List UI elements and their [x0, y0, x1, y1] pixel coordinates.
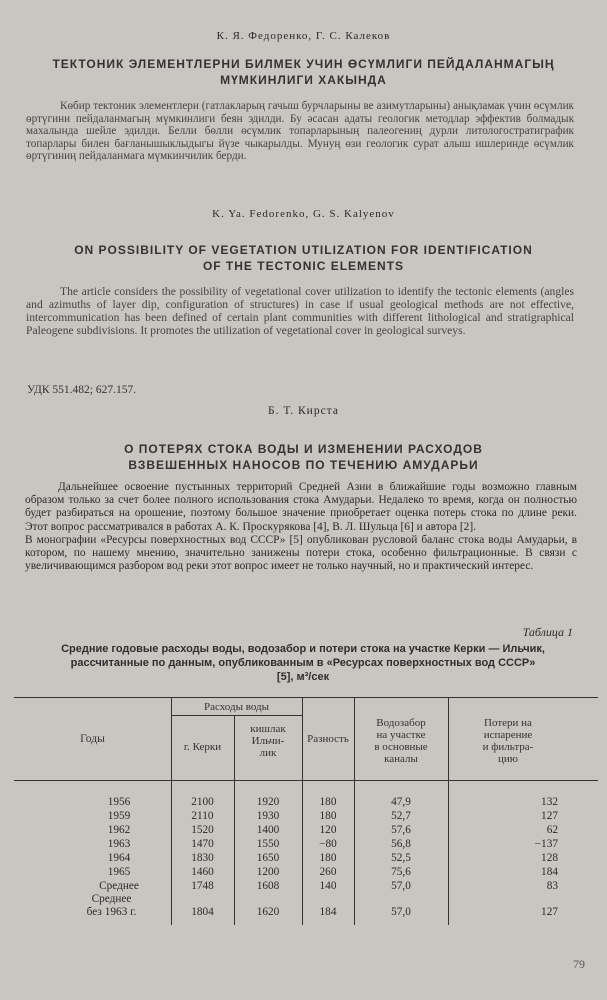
header-ilchik-line: кишлак	[250, 723, 286, 735]
header-loss	[448, 717, 568, 765]
table-caption-line3: [5], м³/сек	[276, 671, 330, 683]
cell-diff: 180	[319, 810, 337, 822]
article-body	[25, 481, 577, 573]
cell-year: 1965	[107, 866, 131, 878]
header-intake-line: в основные	[374, 741, 428, 753]
cell-kerki: 2110	[191, 810, 214, 822]
cell-ilchik: 1930	[256, 810, 280, 822]
header-intake-line: каналы	[384, 753, 418, 765]
cell-kerki: 1460	[191, 866, 214, 878]
header-intake	[354, 717, 448, 765]
header-ilchik-line: лик	[259, 747, 277, 759]
section2-title-line1: ON POSSIBILITY OF VEGETATION UTILIZATION FOR IDENTIFICATION	[74, 243, 533, 257]
cell-intake: 57,6	[391, 824, 411, 836]
cell-year: 1956	[107, 796, 131, 808]
cell-kerki: 1520	[191, 824, 214, 836]
cell-kerki: 1830	[191, 852, 214, 864]
cell-intake: 52,5	[391, 852, 411, 864]
cell-loss: 184	[541, 866, 558, 878]
cell-year-line: без 1963 г.	[86, 906, 137, 918]
cell-kerki: 1804	[191, 906, 214, 918]
article-title-line1: О ПОТЕРЯХ СТОКА ВОДЫ И ИЗМЕНЕНИИ РАСХОДОВ	[124, 442, 483, 456]
cell-kerki: 1748	[191, 880, 214, 892]
header-loss-line: цию	[498, 753, 518, 765]
header-years: Годы	[80, 733, 105, 745]
header-flow-group: Расходы воды	[203, 701, 270, 713]
section1-title-line1: ТЕКТОНИК ЭЛЕМЕНТЛЕРНИ БИЛМЕК УЧИН ӨСҮМЛИГИ ПЕЙДАЛАНМАГЫҢ	[52, 57, 555, 71]
section2-abstract: The article considers the possibility of vegetational cover utilization to identify the tectonic elements (angles and azimuths of layer dip, configuration of structures) in case if usual geological methods are not effective, intercommunication has been defined of certain plant communities with different lithological and stratigraphical Paleogene subdivisions. It promotes the utilization of vegetational cover in geological surveys.	[26, 285, 574, 337]
cell-year: Среднее	[99, 880, 139, 892]
header-ilchik-line: Ильчи-	[251, 735, 285, 747]
flow-group-rule	[171, 715, 302, 716]
cell-loss: 128	[541, 852, 558, 864]
cell-intake: 75,6	[391, 866, 411, 878]
cell-year: 1964	[107, 852, 131, 864]
cell-loss: 83	[546, 880, 558, 892]
header-loss-line: Потери на	[484, 717, 532, 729]
section2-authors: K. Ya. Fedorenko, G. S. Kalyenov	[212, 208, 395, 220]
cell-year: 1959	[107, 810, 131, 822]
cell-diff: 180	[319, 796, 337, 808]
cell-year-line: Среднее	[91, 893, 132, 905]
section1-title-line2: МҮМКИНЛИГИ ХАКЫНДА	[220, 73, 387, 87]
cell-ilchik: 1650	[256, 852, 280, 864]
cell-intake: 57,0	[391, 906, 411, 918]
cell-ilchik: 1920	[256, 796, 280, 808]
section2-title-line2: OF THE TECTONIC ELEMENTS	[202, 259, 405, 273]
table-label: Таблица 1	[522, 625, 573, 639]
udc-code: УДК 551.482; 627.157.	[27, 384, 137, 396]
header-intake-line: на участке	[376, 729, 426, 741]
cell-diff: 120	[319, 824, 337, 836]
cell-intake: 57,0	[391, 880, 411, 892]
table-caption	[18, 642, 588, 684]
cell-diff: 180	[319, 852, 337, 864]
header-diff: Разность	[307, 733, 349, 745]
article-title	[20, 441, 587, 473]
table-caption-line2: рассчитанные по данным, опубликованным в «Ресурсах поверхностных вод СССР»	[70, 657, 536, 669]
cell-ilchik: 1200	[256, 866, 280, 878]
cell-loss: 127	[541, 810, 558, 822]
header-intake-line: Водозабор	[376, 717, 426, 729]
cell-intake: 52,7	[391, 810, 411, 822]
header-loss-line: и фильтра-	[482, 741, 534, 753]
table-caption-line1: Средние годовые расходы воды, водозабор и потери стока на участке Керки — Ильчик,	[61, 643, 545, 655]
cell-year: 1962	[107, 824, 131, 836]
cell-diff: 260	[319, 866, 337, 878]
cell-kerki: 2100	[191, 796, 214, 808]
cell-year: 1963	[107, 838, 131, 850]
cell-intake: 47,9	[391, 796, 411, 808]
cell-loss: 132	[541, 796, 558, 808]
cell-kerki: 1470	[191, 838, 214, 850]
table-header-rule	[14, 780, 598, 781]
section2-title	[20, 242, 587, 274]
cell-ilchik: 1608	[256, 880, 280, 892]
table-top-rule	[14, 697, 598, 698]
article-author: Б. Т. Кирста	[268, 405, 339, 417]
data-table	[14, 697, 598, 925]
cell-loss: 127	[541, 906, 558, 918]
cell-year	[54, 893, 169, 919]
header-ilchik	[234, 723, 302, 759]
article-title-line2: ВЗВЕШЕННЫХ НАНОСОВ ПО ТЕЧЕНИЮ АМУДАРЬИ	[128, 458, 479, 472]
header-kerki: г. Керки	[183, 741, 222, 753]
header-loss-line: испарение	[483, 729, 533, 741]
cell-diff: 184	[319, 906, 337, 918]
cell-diff: −80	[319, 838, 337, 850]
cell-loss: 62	[546, 824, 558, 836]
page-number: 79	[573, 957, 585, 971]
cell-ilchik: 1400	[256, 824, 280, 836]
article-paragraph-1: Дальнейшее освоение пустынных территорий Средней Азии в ближайшие годы возможно главным образом только за счет более полного использования стока Амударьи. Недалеко то время, когда он полностью будет разбираться на орошение, поэтому большое значение приобретает оценка потерь стока по длине реки. Этот вопрос рассматривался в работах А. К. Проскурякова [4], В. Л. Шульца [6] и автора [2].	[25, 481, 577, 533]
cell-intake: 56,8	[391, 838, 411, 850]
section1-title	[20, 56, 587, 88]
cell-ilchik: 1620	[256, 906, 280, 918]
section1-authors: К. Я. Федоренко, Г. С. Калеков	[216, 30, 391, 42]
cell-diff: 140	[319, 880, 337, 892]
cell-ilchik: 1550	[256, 838, 280, 850]
section1-abstract: Көбир тектоник элементлери (гатлакларың гачыш бурчларыны ве азимутларыны) анықламак үчин өсүмлик өртүгини пейдаланмагың мүмкинлиги беян эдилди. Бу әсасан адаты геологик методлар эффектив болмадык махалында шейле эдилди. Белли бөлли өсүмлик топарларының палеогениң дурли литологостратиграфик топарлары билен бағланышыклыдыгы йүзе чыкарылды. Мунуң өзи геологик сурат алыш ишлеринде өсүмлик өртүгиниң пейдаланмага мүмкинчилик берди.	[26, 100, 574, 162]
cell-loss: −137	[534, 838, 558, 850]
article-paragraph-2: В монографии «Ресурсы поверхностных вод СССР» [5] опубликован русловой баланс стока воды Амударьи, в котором, по нашему мнению, значительно занижены потери стока, особенно фильтрационные. В связи с увеличивающимся разбором вод реки этот вопрос имеет не только научный, но и практический интерес.	[25, 533, 577, 573]
